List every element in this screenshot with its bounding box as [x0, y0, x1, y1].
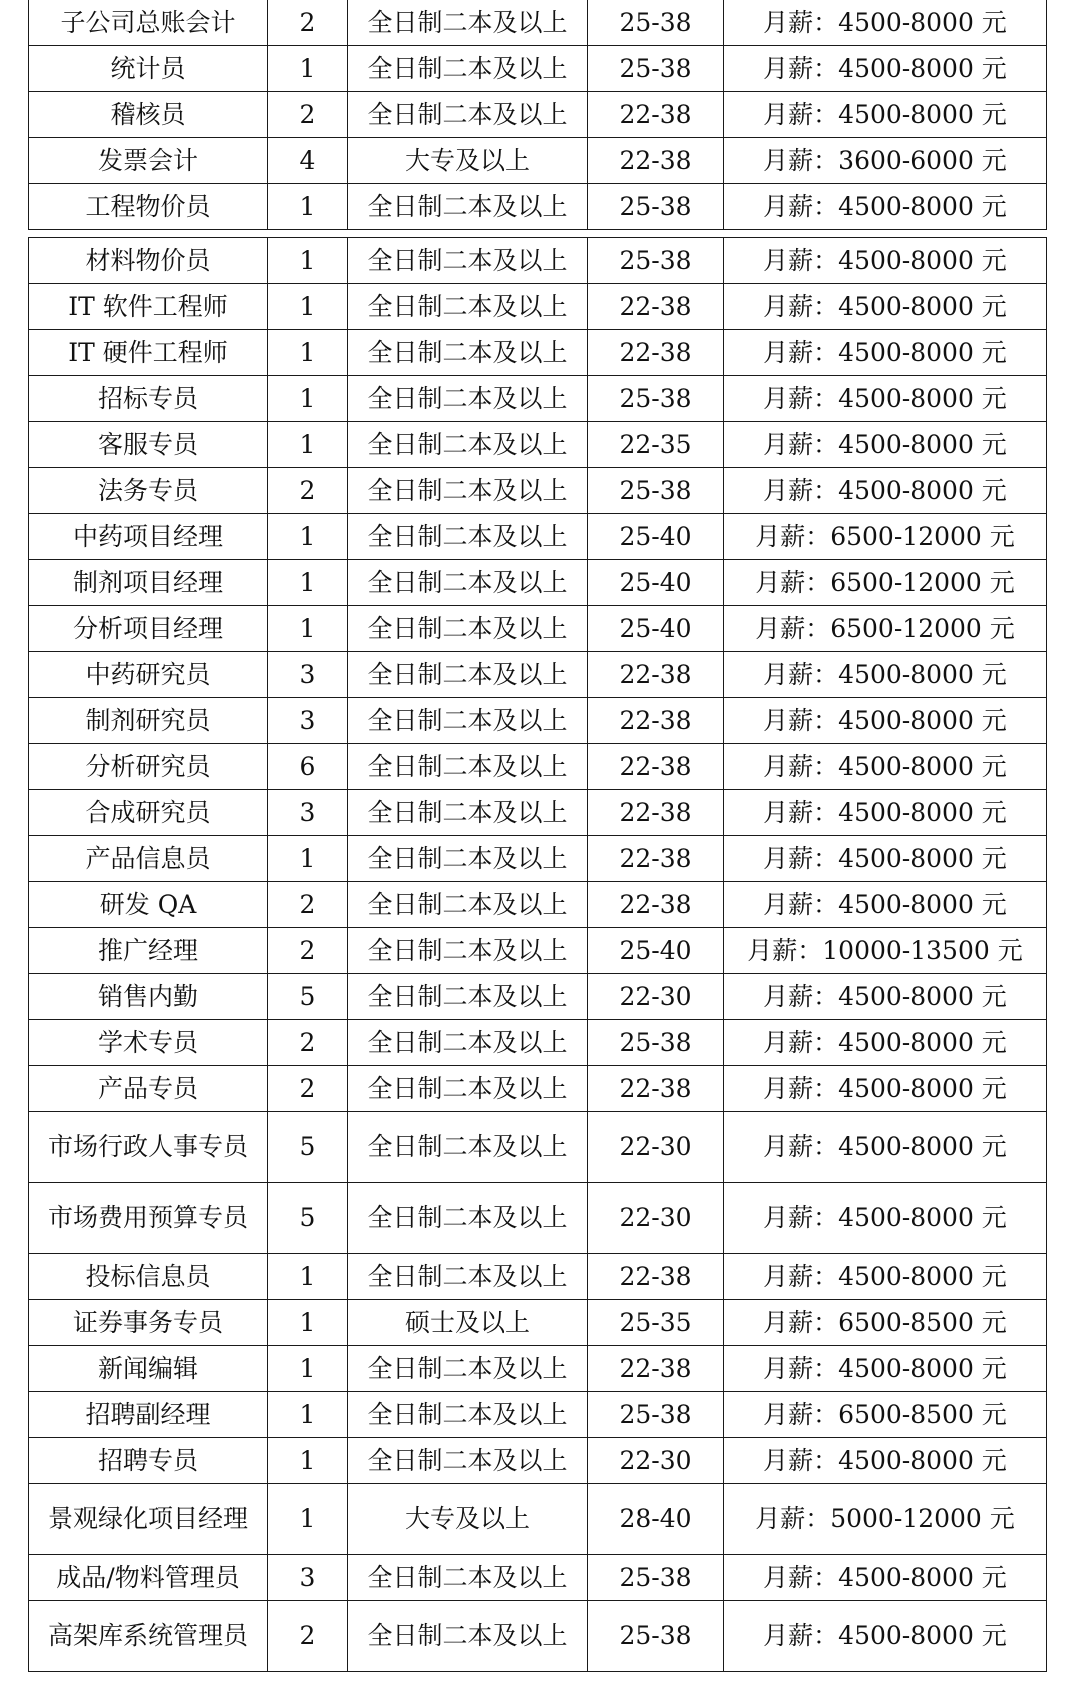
cell-education: 全日制二本及以上 — [348, 836, 588, 882]
cell-headcount: 1 — [268, 606, 348, 652]
cell-position — [29, 330, 268, 376]
cell-salary: 月薪：6500-12000 元 — [724, 514, 1047, 560]
cell-headcount: 2 — [268, 1066, 348, 1112]
cell-headcount: 1 — [268, 46, 348, 92]
table-row — [29, 1020, 1047, 1066]
cell-position — [29, 698, 268, 744]
position-label: 法务专员 — [97, 475, 198, 505]
cell-headcount: 5 — [268, 974, 348, 1020]
cell-education: 全日制二本及以上 — [348, 422, 588, 468]
cell-age-range: 22-38 — [588, 698, 724, 744]
position-label: 中药研究员 — [85, 659, 211, 689]
table-row — [29, 330, 1047, 376]
cell-age-range: 25-38 — [588, 1020, 724, 1066]
position-label: 新闻编辑 — [97, 1353, 198, 1383]
cell-headcount: 1 — [268, 836, 348, 882]
cell-education: 全日制二本及以上 — [348, 1254, 588, 1300]
position-label: 客服专员 — [97, 429, 198, 459]
position-label: 工程物价员 — [85, 191, 211, 221]
cell-salary: 月薪：4500-8000 元 — [724, 1183, 1047, 1254]
table-row — [29, 92, 1047, 138]
cell-headcount: 1 — [268, 284, 348, 330]
cell-age-range: 22-30 — [588, 974, 724, 1020]
cell-salary: 月薪：4500-8000 元 — [724, 422, 1047, 468]
cell-salary: 月薪：4500-8000 元 — [724, 1555, 1047, 1601]
cell-headcount: 2 — [268, 882, 348, 928]
cell-age-range: 22-38 — [588, 138, 724, 184]
cell-salary: 月薪：6500-12000 元 — [724, 560, 1047, 606]
cell-salary: 月薪：4500-8000 元 — [724, 284, 1047, 330]
cell-salary: 月薪：4500-8000 元 — [724, 0, 1047, 46]
cell-salary: 月薪：3600-6000 元 — [724, 138, 1047, 184]
table-row — [29, 652, 1047, 698]
cell-headcount: 1 — [268, 376, 348, 422]
cell-position — [29, 606, 268, 652]
cell-age-range: 22-38 — [588, 652, 724, 698]
position-label: 统计员 — [110, 53, 186, 83]
cell-age-range: 25-38 — [588, 184, 724, 230]
cell-salary: 月薪：4500-8000 元 — [724, 974, 1047, 1020]
cell-salary: 月薪：6500-8500 元 — [724, 1392, 1047, 1438]
cell-salary: 月薪：5000-12000 元 — [724, 1484, 1047, 1555]
cell-position — [29, 1020, 268, 1066]
table-row — [29, 1066, 1047, 1112]
cell-salary: 月薪：4500-8000 元 — [724, 1601, 1047, 1672]
table-row — [29, 1346, 1047, 1392]
cell-position — [29, 1300, 268, 1346]
cell-headcount: 2 — [268, 1601, 348, 1672]
table-row — [29, 928, 1047, 974]
cell-salary: 月薪：4500-8000 元 — [724, 790, 1047, 836]
cell-salary: 月薪：4500-8000 元 — [724, 1438, 1047, 1484]
cell-education: 全日制二本及以上 — [348, 376, 588, 422]
position-label: 产品信息员 — [85, 843, 211, 873]
cell-age-range: 25-38 — [588, 1601, 724, 1672]
cell-education: 大专及以上 — [348, 1484, 588, 1555]
cell-position — [29, 138, 268, 184]
cell-salary: 月薪：10000-13500 元 — [724, 928, 1047, 974]
cell-age-range: 25-38 — [588, 46, 724, 92]
position-label: 稽核员 — [110, 99, 186, 129]
cell-education: 全日制二本及以上 — [348, 606, 588, 652]
cell-headcount: 3 — [268, 1555, 348, 1601]
cell-headcount: 1 — [268, 238, 348, 284]
cell-headcount: 1 — [268, 1438, 348, 1484]
cell-salary: 月薪：4500-8000 元 — [724, 652, 1047, 698]
cell-age-range: 22-30 — [588, 1438, 724, 1484]
table-row — [29, 1601, 1047, 1672]
position-label: 市场费用预算专员 — [48, 1203, 249, 1232]
cell-education: 全日制二本及以上 — [348, 1392, 588, 1438]
cell-salary: 月薪：4500-8000 元 — [724, 1254, 1047, 1300]
cell-position — [29, 882, 268, 928]
cell-position — [29, 1555, 268, 1601]
cell-headcount: 5 — [268, 1112, 348, 1183]
cell-education: 全日制二本及以上 — [348, 560, 588, 606]
cell-position — [29, 184, 268, 230]
cell-age-range: 22-30 — [588, 1112, 724, 1183]
cell-salary: 月薪：4500-8000 元 — [724, 698, 1047, 744]
cell-education: 全日制二本及以上 — [348, 238, 588, 284]
cell-salary: 月薪：4500-8000 元 — [724, 744, 1047, 790]
cell-position — [29, 1346, 268, 1392]
position-label: 招标专员 — [97, 383, 198, 413]
cell-age-range: 25-38 — [588, 1555, 724, 1601]
position-label: 子公司总账会计 — [60, 7, 236, 37]
cell-education: 全日制二本及以上 — [348, 184, 588, 230]
cell-salary: 月薪：4500-8000 元 — [724, 330, 1047, 376]
table-row — [29, 138, 1047, 184]
cell-salary: 月薪：4500-8000 元 — [724, 882, 1047, 928]
cell-age-range: 22-38 — [588, 1066, 724, 1112]
table-row — [29, 1183, 1047, 1254]
cell-position — [29, 1112, 268, 1183]
cell-education: 硕士及以上 — [348, 1300, 588, 1346]
cell-age-range: 25-40 — [588, 560, 724, 606]
table-row — [29, 0, 1047, 46]
position-label: 招聘副经理 — [85, 1399, 211, 1429]
table-row — [29, 46, 1047, 92]
cell-age-range: 25-38 — [588, 376, 724, 422]
cell-education: 全日制二本及以上 — [348, 468, 588, 514]
table-row — [29, 514, 1047, 560]
position-label: 景观绿化项目经理 — [48, 1504, 249, 1533]
cell-age-range: 22-30 — [588, 1183, 724, 1254]
cell-salary: 月薪：6500-8500 元 — [724, 1300, 1047, 1346]
cell-headcount: 2 — [268, 468, 348, 514]
cell-age-range: 22-38 — [588, 1254, 724, 1300]
cell-age-range: 25-40 — [588, 606, 724, 652]
cell-position — [29, 1254, 268, 1300]
cell-education: 全日制二本及以上 — [348, 1555, 588, 1601]
table-row — [29, 882, 1047, 928]
position-label: 分析项目经理 — [72, 613, 223, 643]
cell-age-range: 28-40 — [588, 1484, 724, 1555]
position-label: 成品/物料管理员 — [56, 1562, 240, 1592]
table-row — [29, 1484, 1047, 1555]
table-row — [29, 560, 1047, 606]
cell-education: 全日制二本及以上 — [348, 1601, 588, 1672]
cell-age-range: 22-35 — [588, 422, 724, 468]
table-row — [29, 698, 1047, 744]
cell-education: 全日制二本及以上 — [348, 652, 588, 698]
position-label: 推广经理 — [97, 935, 198, 965]
cell-headcount: 3 — [268, 698, 348, 744]
position-label: 分析研究员 — [85, 751, 211, 781]
cell-education: 全日制二本及以上 — [348, 1020, 588, 1066]
cell-position — [29, 1484, 268, 1555]
table-row — [29, 1555, 1047, 1601]
cell-age-range: 25-38 — [588, 468, 724, 514]
cell-age-range: 22-38 — [588, 284, 724, 330]
cell-position — [29, 560, 268, 606]
cell-headcount: 2 — [268, 1020, 348, 1066]
position-label: 市场行政人事专员 — [48, 1132, 249, 1161]
cell-headcount: 6 — [268, 744, 348, 790]
cell-position — [29, 0, 268, 46]
cell-position — [29, 1438, 268, 1484]
table-row — [29, 836, 1047, 882]
cell-position — [29, 974, 268, 1020]
position-label: 发票会计 — [97, 145, 198, 175]
cell-education: 全日制二本及以上 — [348, 928, 588, 974]
cell-education: 全日制二本及以上 — [348, 882, 588, 928]
cell-headcount: 3 — [268, 652, 348, 698]
cell-headcount: 5 — [268, 1183, 348, 1254]
cell-headcount: 1 — [268, 1254, 348, 1300]
table-row — [29, 1254, 1047, 1300]
cell-position — [29, 92, 268, 138]
cell-salary: 月薪：4500-8000 元 — [724, 238, 1047, 284]
cell-education: 全日制二本及以上 — [348, 0, 588, 46]
cell-headcount: 1 — [268, 184, 348, 230]
position-label: IT 硬件工程师 — [68, 337, 228, 367]
position-label: 合成研究员 — [85, 797, 211, 827]
cell-salary: 月薪：4500-8000 元 — [724, 46, 1047, 92]
cell-education: 全日制二本及以上 — [348, 1112, 588, 1183]
cell-age-range: 25-40 — [588, 928, 724, 974]
cell-position — [29, 238, 268, 284]
position-label: 制剂项目经理 — [72, 567, 223, 597]
cell-education: 全日制二本及以上 — [348, 46, 588, 92]
cell-age-range: 22-38 — [588, 882, 724, 928]
position-label: 销售内勤 — [97, 981, 198, 1011]
cell-headcount: 2 — [268, 0, 348, 46]
cell-headcount: 1 — [268, 1300, 348, 1346]
cell-position — [29, 744, 268, 790]
position-label: 招聘专员 — [97, 1445, 198, 1475]
cell-position — [29, 790, 268, 836]
cell-position — [29, 1183, 268, 1254]
cell-salary: 月薪：4500-8000 元 — [724, 376, 1047, 422]
position-label: 学术专员 — [97, 1027, 198, 1057]
table-row — [29, 974, 1047, 1020]
cell-education: 全日制二本及以上 — [348, 1183, 588, 1254]
cell-education: 全日制二本及以上 — [348, 1438, 588, 1484]
table-row — [29, 376, 1047, 422]
position-label: 材料物价员 — [85, 245, 211, 275]
table-row — [29, 744, 1047, 790]
cell-position — [29, 1066, 268, 1112]
position-label: 研发 QA — [99, 889, 197, 919]
cell-position — [29, 422, 268, 468]
cell-headcount: 1 — [268, 1392, 348, 1438]
cell-education: 全日制二本及以上 — [348, 514, 588, 560]
cell-education: 全日制二本及以上 — [348, 974, 588, 1020]
cell-age-range: 22-38 — [588, 330, 724, 376]
cell-headcount: 2 — [268, 92, 348, 138]
table-row — [29, 1300, 1047, 1346]
cell-headcount: 3 — [268, 790, 348, 836]
cell-age-range: 22-38 — [588, 836, 724, 882]
cell-headcount: 1 — [268, 560, 348, 606]
cell-education: 全日制二本及以上 — [348, 330, 588, 376]
table-row — [29, 606, 1047, 652]
cell-age-range: 25-38 — [588, 1392, 724, 1438]
cell-salary: 月薪：4500-8000 元 — [724, 184, 1047, 230]
cell-education: 全日制二本及以上 — [348, 284, 588, 330]
position-label: 证券事务专员 — [72, 1307, 223, 1337]
cell-position — [29, 376, 268, 422]
cell-education: 全日制二本及以上 — [348, 1346, 588, 1392]
cell-position — [29, 46, 268, 92]
table-row — [29, 1438, 1047, 1484]
cell-age-range: 22-38 — [588, 744, 724, 790]
cell-salary: 月薪：4500-8000 元 — [724, 1020, 1047, 1066]
table-row — [29, 1392, 1047, 1438]
cell-age-range: 22-38 — [588, 1346, 724, 1392]
cell-headcount: 1 — [268, 514, 348, 560]
cell-salary: 月薪：6500-12000 元 — [724, 606, 1047, 652]
cell-headcount: 1 — [268, 422, 348, 468]
cell-education: 全日制二本及以上 — [348, 92, 588, 138]
cell-position — [29, 652, 268, 698]
cell-age-range: 22-38 — [588, 92, 724, 138]
table-row — [29, 1112, 1047, 1183]
cell-age-range: 25-38 — [588, 0, 724, 46]
cell-education: 全日制二本及以上 — [348, 1066, 588, 1112]
cell-headcount: 2 — [268, 928, 348, 974]
position-label: IT 软件工程师 — [68, 291, 228, 321]
table-row — [29, 184, 1047, 230]
cell-headcount: 4 — [268, 138, 348, 184]
cell-position — [29, 514, 268, 560]
cell-education: 全日制二本及以上 — [348, 790, 588, 836]
cell-position — [29, 836, 268, 882]
position-label: 制剂研究员 — [85, 705, 211, 735]
cell-age-range: 25-38 — [588, 238, 724, 284]
job-table-part-2 — [28, 237, 1047, 1672]
cell-age-range: 22-38 — [588, 790, 724, 836]
cell-education: 大专及以上 — [348, 138, 588, 184]
cell-education: 全日制二本及以上 — [348, 698, 588, 744]
cell-age-range: 25-40 — [588, 514, 724, 560]
cell-salary: 月薪：4500-8000 元 — [724, 468, 1047, 514]
cell-salary: 月薪：4500-8000 元 — [724, 1066, 1047, 1112]
cell-education: 全日制二本及以上 — [348, 744, 588, 790]
position-label: 中药项目经理 — [72, 521, 223, 551]
cell-salary: 月薪：4500-8000 元 — [724, 1112, 1047, 1183]
cell-salary: 月薪：4500-8000 元 — [724, 92, 1047, 138]
table-row — [29, 238, 1047, 284]
table-row — [29, 468, 1047, 514]
cell-headcount: 1 — [268, 1484, 348, 1555]
job-table-part-1 — [28, 0, 1047, 230]
position-label: 投标信息员 — [85, 1261, 211, 1291]
cell-position — [29, 1392, 268, 1438]
cell-position — [29, 928, 268, 974]
cell-salary: 月薪：4500-8000 元 — [724, 836, 1047, 882]
position-label: 高架库系统管理员 — [48, 1621, 249, 1650]
cell-position — [29, 1601, 268, 1672]
cell-headcount: 1 — [268, 330, 348, 376]
cell-salary: 月薪：4500-8000 元 — [724, 1346, 1047, 1392]
cell-headcount: 1 — [268, 1346, 348, 1392]
position-label: 产品专员 — [97, 1073, 198, 1103]
table-row — [29, 284, 1047, 330]
cell-position — [29, 468, 268, 514]
table-row — [29, 422, 1047, 468]
cell-age-range: 25-35 — [588, 1300, 724, 1346]
cell-position — [29, 284, 268, 330]
table-row — [29, 790, 1047, 836]
